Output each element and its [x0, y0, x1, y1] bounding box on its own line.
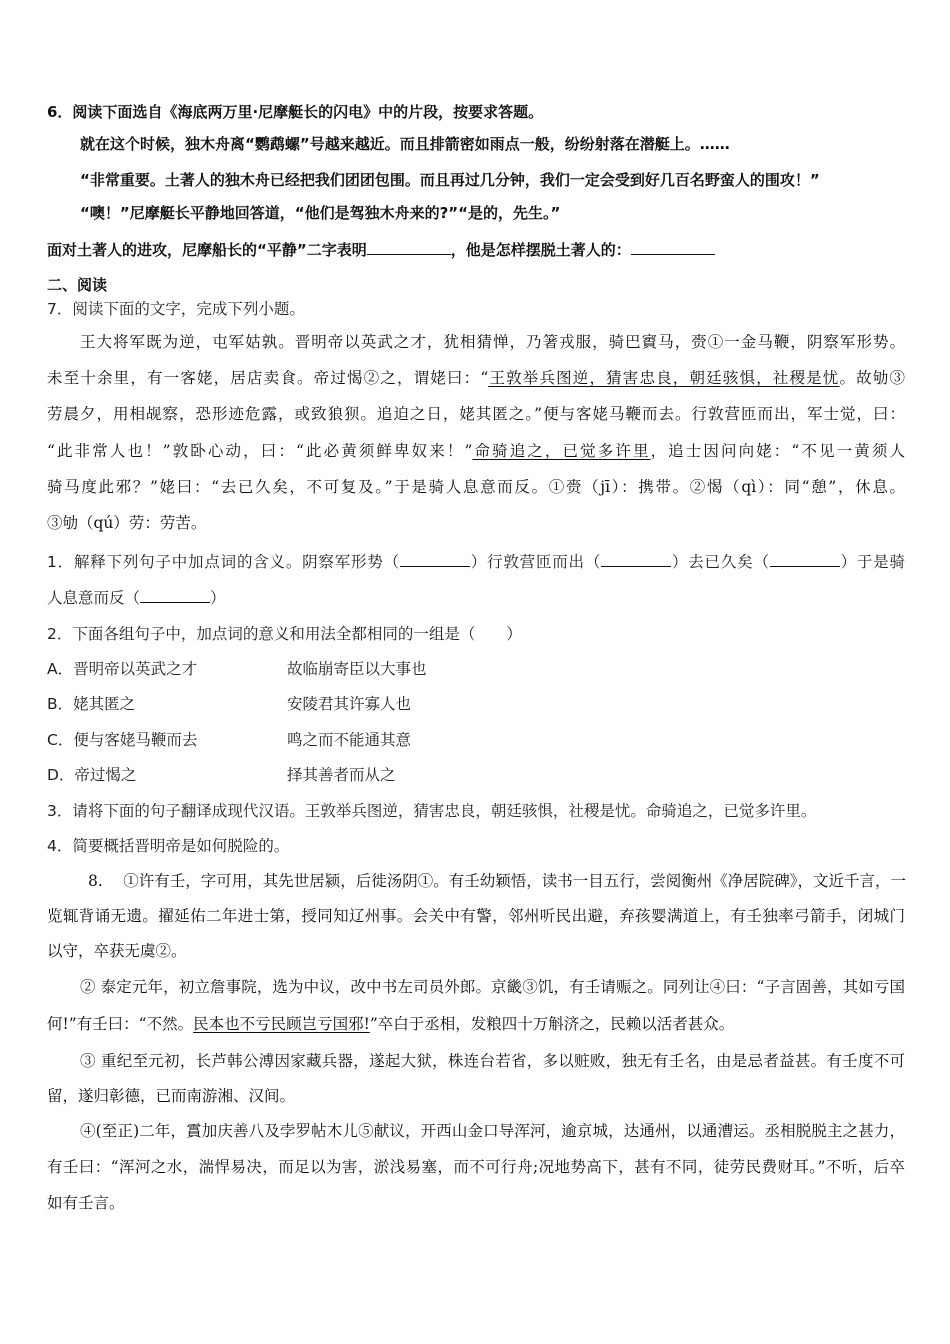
- text: ”卒白于丞相，发粮四十万斛济之，民赖以活者甚众。: [369, 1015, 735, 1033]
- passage-line: 骑马度此邪？”姥曰：“去已久矣，不可复及。”于是骑人息意而反。①赍（jī）：携带。②愒（qì）：同“憩”，休息。: [47, 478, 905, 496]
- passage-line: [47, 367, 905, 389]
- answer-blank[interactable]: [367, 240, 451, 255]
- question-6-title: 6．阅读下面选自《海底两万里·尼摩艇长的闪电》中的片段，按要求答题。: [47, 103, 544, 121]
- option-c[interactable]: [47, 729, 905, 751]
- passage-line: 王大将军既为逆，屯军姑孰。晋明帝以英武之才，犹相猜惮，乃箸戎服，骑巴賨马，赍①一金马鞭，阴察军形势。: [80, 333, 905, 351]
- underlined-sentence: 民本也不亏民顾岂亏国邪!: [193, 1015, 370, 1033]
- option-label: D．帝过愒之: [47, 766, 137, 784]
- option-pair: 鸣之而不能通其意: [287, 731, 412, 749]
- option-label: A．晋明帝以英武之才: [47, 660, 198, 678]
- q6-question-a: 面对土著人的进攻，尼摩船长的“平静”二字表明: [47, 241, 367, 259]
- option-a[interactable]: [47, 658, 905, 680]
- option-pair: 安陵君其许寡人也: [287, 695, 412, 713]
- sub-question-1-cont: [47, 587, 905, 609]
- answer-blank[interactable]: [400, 552, 470, 567]
- option-pair: 择其善者而从之: [287, 766, 396, 784]
- text: 1．解释下列句子中加点词的含义。阴察军形势（: [47, 553, 400, 571]
- passage-line: ③劬（qú）劳：劳苦。: [47, 514, 207, 532]
- option-pair: 故临崩寄臣以大事也: [287, 660, 427, 678]
- text: 何!”有壬曰：“不然。: [47, 1015, 194, 1033]
- answer-blank[interactable]: [601, 552, 671, 567]
- option-label: C．便与客姥马鞭而去: [47, 731, 198, 749]
- sub-question-4: 4．简要概括晋明帝是如何脱险的。: [47, 837, 290, 855]
- q8-line: ④(至正)二年，霣加庆善八及孛罗帖木儿⑤献议，开西山金口导浑河，逾京城，达通州，以通漕运。丞相脱脱主之甚力，: [80, 1122, 905, 1140]
- q8-line: 览辄背诵无遗。擢延佑二年进士第，授同知辽州事。会关中有警，邻州听民出避，弃孩婴满道上，有壬独率弓箭手，闭城门: [47, 907, 905, 925]
- text: 未至十余里，有一客姥，居店卖食。帝过愒②之，谓姥曰：“: [47, 369, 489, 387]
- text: ）: [210, 589, 226, 607]
- answer-blank[interactable]: [140, 588, 210, 603]
- q6-excerpt-line: 就在这个时候，独木舟离“鹦鹉螺”号越来越近。而且排箭密如雨点一般，纷纷射落在潜艇上。……: [80, 135, 730, 153]
- question-7-title: 7．阅读下面的文字，完成下列小题。: [47, 300, 305, 318]
- q8-line: [47, 1013, 905, 1035]
- option-d[interactable]: [47, 764, 905, 786]
- q8-line: 有壬曰：“浑河之水，湍悍易决，而足以为害，淤浅易塞，而不可行舟;况地势高下，甚有不同，徒劳民费财耳。”不听，后卒: [47, 1158, 905, 1176]
- underlined-sentence: 王敦举兵图逆，猜害忠良，朝廷骇惧，社稷是忧: [488, 369, 840, 387]
- underlined-sentence: 命骑追之，已觉多许里: [472, 442, 651, 460]
- sub-question-2: 2．下面各组句子中，加点词的意义和用法全都相同的一组是（ ）: [47, 625, 522, 643]
- passage-line: 劳晨夕，用相觇察，恐形迹危露，或致狼狈。追迫之日，姥其匿之。”便与客姥马鞭而去。行敦营匝而出，军士觉，曰：: [47, 405, 905, 423]
- q8-line: 8. ①许有壬，字可用，其先世居颍，后徙汤阴①。有壬幼颖悟，读书一目五行，尝阅衡州《净居院碑》，文近千言，一: [88, 872, 906, 890]
- q6-excerpt-line: “噢！”尼摩艇长平静地回答道，“他们是驾独木舟来的?”“是的，先生。”: [80, 204, 561, 222]
- q8-line: ② 泰定元年，初立詹事院，选为中议，改中书左司员外郎。京畿③饥，有壬请赈之。同列让④曰：“子言固善，其如亏国: [80, 978, 905, 996]
- sub-question-3: 3．请将下面的句子翻译成现代汉语。王敦举兵图逆，猜害忠良，朝廷骇惧，社稷是忧。命骑追之，已觉多许里。: [47, 802, 817, 820]
- q8-line: 以守，卒获无虞②。: [47, 942, 187, 960]
- text: ）行敦营匝而出（: [469, 553, 602, 571]
- passage-line: [47, 440, 905, 462]
- option-label: B．姥其匿之: [47, 695, 136, 713]
- text: 。故劬③: [839, 369, 905, 387]
- option-b[interactable]: [47, 693, 905, 715]
- q8-line: ③ 重纪至元初，长芦韩公溥因家藏兵器，遂起大狱，株连台若省，多以赃败，独无有壬名，由是忌者益甚。有壬度不可: [80, 1052, 905, 1070]
- sub-question-1: [47, 551, 905, 573]
- text: ，追士因问向姥：“不见一黄须人: [650, 442, 905, 460]
- text: 人息意而反（: [47, 589, 141, 607]
- q8-line: 如有壬言。: [47, 1194, 125, 1212]
- text: “此非常人也！”敦卧心动，曰：“此必黄须鲜卑奴来！”: [47, 442, 473, 460]
- answer-blank[interactable]: [631, 240, 715, 255]
- q8-line: 留，遂归彰德，已而南游湘、汉间。: [47, 1087, 296, 1105]
- section-heading: 二、阅读: [47, 276, 108, 294]
- q6-question-b: ，他是怎样摆脱土著人的：: [450, 241, 631, 259]
- text: ）于是骑: [839, 553, 905, 571]
- answer-blank[interactable]: [770, 552, 840, 567]
- text: ）去已久矣（: [671, 553, 770, 571]
- q6-question: [47, 239, 905, 261]
- q6-excerpt-line: “非常重要。土著人的独木舟已经把我们团团包围。而且再过几分钟，我们一定会受到好几百名野蛮人的围攻！”: [80, 171, 820, 189]
